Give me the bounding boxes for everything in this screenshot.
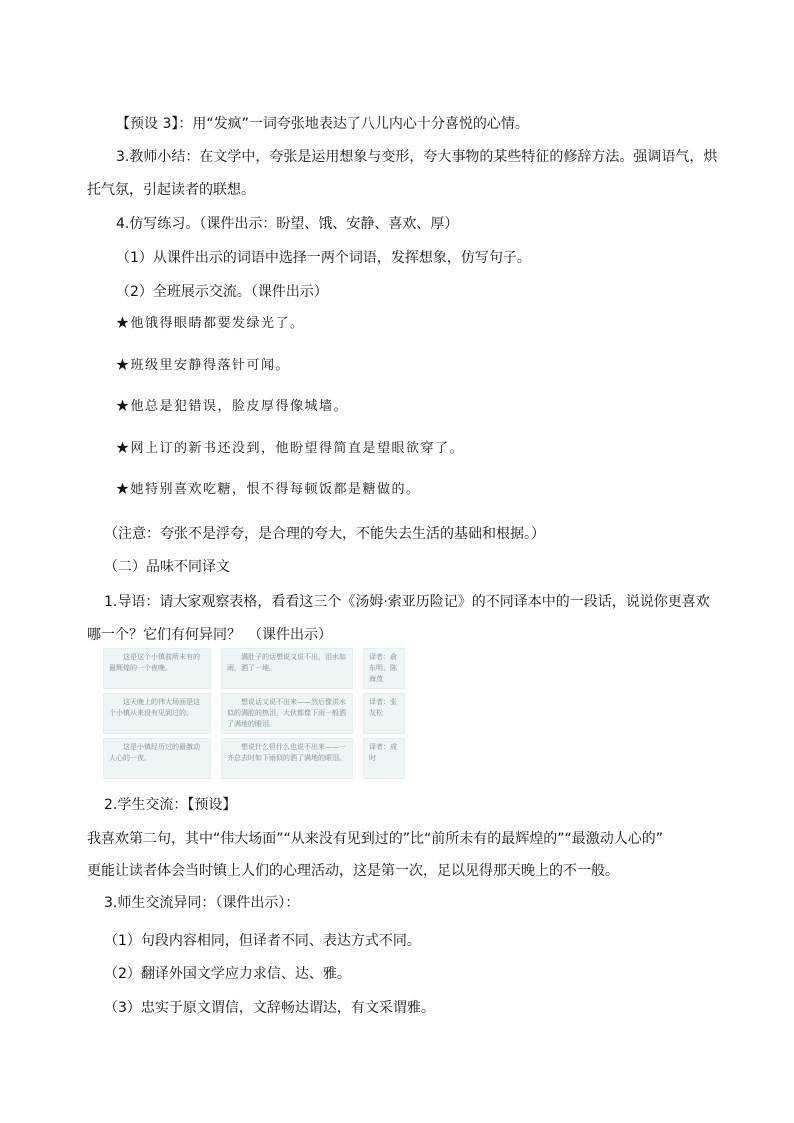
example-sentence: ★网上订的新书还没到，他盼望得简直是望眼欲穿了。	[116, 441, 465, 456]
table-cell: 译者：张友松	[363, 693, 405, 734]
table-cell: 这是小镇经历过的最激动人心的一夜。	[103, 738, 211, 779]
guide-line-1: 1.导语：请大家观察表格，看看这三个《汤姆·索亚历险记》的不同译本中的一段话，说说你更喜欢	[104, 594, 710, 610]
answer-line-1: 我喜欢第二句，其中“伟大场面”“从来没有见到过的”比“前所未有的最辉煌的”“最激动人心的”	[87, 831, 664, 847]
answer-line-2: 更能让读者体会当时镇上人们的心理活动，这是第一次，足以见得那天晚上的不一般。	[87, 863, 619, 879]
example-sentence: ★他总是犯错误，脸皮厚得像城墙。	[116, 399, 349, 414]
table-cell: 这是这个小镇前所未有的最辉煌的一个夜晚。	[103, 648, 211, 689]
point-3: （3）忠实于原文谓信，文辞畅达谓达，有文采谓雅。	[104, 1000, 435, 1016]
teacher-summary-line-2: 托气氛，引起读者的联想。	[87, 182, 255, 198]
section-2-heading: （二）品味不同译文	[104, 559, 230, 575]
table-cell: 想说话又说不出来——然后像洪水似的满腔的热泪，大伙都像下雨一般洒了满地的眼泪。	[221, 693, 353, 734]
example-sentence: ★班级里安静得落针可闻。	[116, 358, 291, 373]
table-cell: 想说什么但什么也说不出来——一齐总去时如下雨似的洒了满地的眼泪。	[221, 738, 353, 779]
table-cell: 译者：俞东明、陈海茂	[363, 648, 405, 689]
translation-table	[103, 648, 405, 780]
student-exchange-title: 2.学生交流：【预设】	[104, 797, 237, 813]
guide-line-2: 哪一个？它们有何异同？ （课件出示）	[87, 627, 332, 643]
example-sentence: ★她特别喜欢吃糖，恨不得每顿饭都是糖做的。	[116, 482, 421, 497]
imitation-step-2: （2）全班展示交流。（课件出示）	[116, 284, 328, 300]
point-2: （2）翻译外国文学应力求信、达、雅。	[104, 966, 351, 982]
note-line: （注意：夸张不是浮夸，是合理的夸大，不能失去生活的基础和根据。）	[104, 526, 545, 542]
imitation-practice-title: 4.仿写练习。（课件出示：盼望、饿、安静、喜欢、厚）	[116, 216, 459, 232]
point-1: （1）句段内容相同，但译者不同、表达方式不同。	[104, 933, 421, 949]
table-cell: 这天晚上的伟大场面是这个小镇从来没有见到过的。	[103, 693, 211, 734]
teacher-summary-line-1: 3.教师小结：在文学中，夸张是运用想象与变形，夸大事物的某些特征的修辞方法。强调语气，烘	[116, 149, 718, 165]
example-sentence: ★他饿得眼睛都要发绿光了。	[116, 316, 305, 331]
preset-3-line: 【预设 3】：用“发疯”一词夸张地表达了八儿内心十分喜悦的心情。	[116, 116, 529, 132]
table-cell: 满肚子的话想说又说不出，泪水如雨，洒了一地。	[221, 648, 353, 689]
table-cell: 译者：成时	[363, 738, 405, 779]
imitation-step-1: （1）从课件出示的词语中选择一两个词语，发挥想象，仿写句子。	[116, 250, 531, 266]
teacher-student-exchange-title: 3.师生交流异同：（课件出示）：	[104, 895, 300, 911]
